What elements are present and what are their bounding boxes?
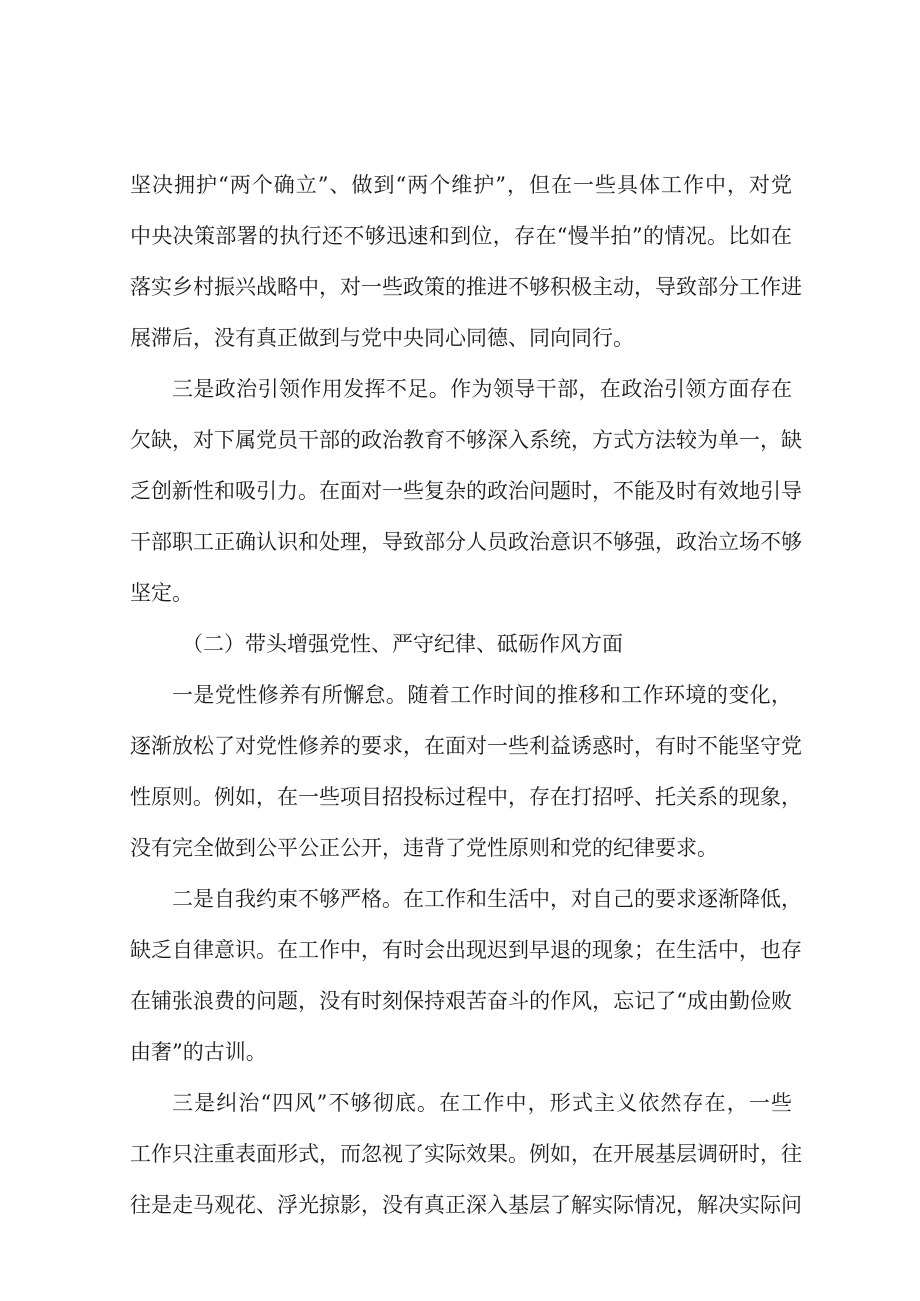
text-line: 由奢”的古训。: [130, 1040, 267, 1064]
text-line: 欠缺，对下属党员干部的政治教育不够深入系统，方式方法较为单一，缺: [130, 428, 802, 452]
text-line: 逐渐放松了对党性修养的要求，在面对一些利益诱惑时，有时不能坚守党: [130, 734, 802, 758]
section-heading: （二）带头增强党性、严守纪律、砥砺作风方面: [182, 632, 623, 656]
text-line: 落实乡村振兴战略中，对一些政策的推进不够积极主动，导致部分工作进: [130, 275, 802, 299]
text-line: 展滞后，没有真正做到与党中央同心同德、同向同行。: [130, 326, 634, 350]
text-line: 坚决拥护“两个确立”、做到“两个维护”，但在一些具体工作中，对党: [130, 173, 792, 197]
text-line: 干部职工正确认识和处理，导致部分人员政治意识不够强，政治立场不够: [130, 530, 802, 554]
text-line: 在铺张浪费的问题，没有时刻保持艰苦奋斗的作风，忘记了“成由勤俭败: [130, 989, 792, 1013]
text-line: 缺乏自律意识。在工作中，有时会出现迟到早退的现象；在生活中，也存: [130, 938, 802, 962]
text-line: 工作只注重表面形式，而忽视了实际效果。例如，在开展基层调研时，往: [130, 1142, 802, 1166]
text-line: 乏创新性和吸引力。在面对一些复杂的政治问题时，不能及时有效地引导: [130, 479, 802, 503]
paragraph-first-line: 二是自我约束不够严格。在工作和生活中，对自己的要求逐渐降低，: [172, 887, 802, 911]
document-body: [130, 160, 802, 1231]
text-line: 性原则。例如，在一些项目招投标过程中，存在打招呼、托关系的现象，: [130, 785, 802, 809]
text-line: 往是走马观花、浮光掠影，没有真正深入基层了解实际情况，解决实际问: [130, 1193, 802, 1217]
text-line: 坚定。: [130, 581, 193, 605]
text-line: 没有完全做到公平公正公开，违背了党性原则和党的纪律要求。: [130, 836, 718, 860]
paragraph-first-line: 一是党性修养有所懈怠。随着工作时间的推移和工作环境的变化，: [172, 683, 792, 707]
text-line: 中央决策部署的执行还不够迅速和到位，存在“慢半拍”的情况。比如在: [130, 224, 792, 248]
paragraph-first-line: 三是纠治“四风”不够彻底。在工作中，形式主义依然存在，一些: [172, 1091, 792, 1115]
paragraph-first-line: 三是政治引领作用发挥不足。作为领导干部，在政治引领方面存在: [172, 377, 792, 401]
